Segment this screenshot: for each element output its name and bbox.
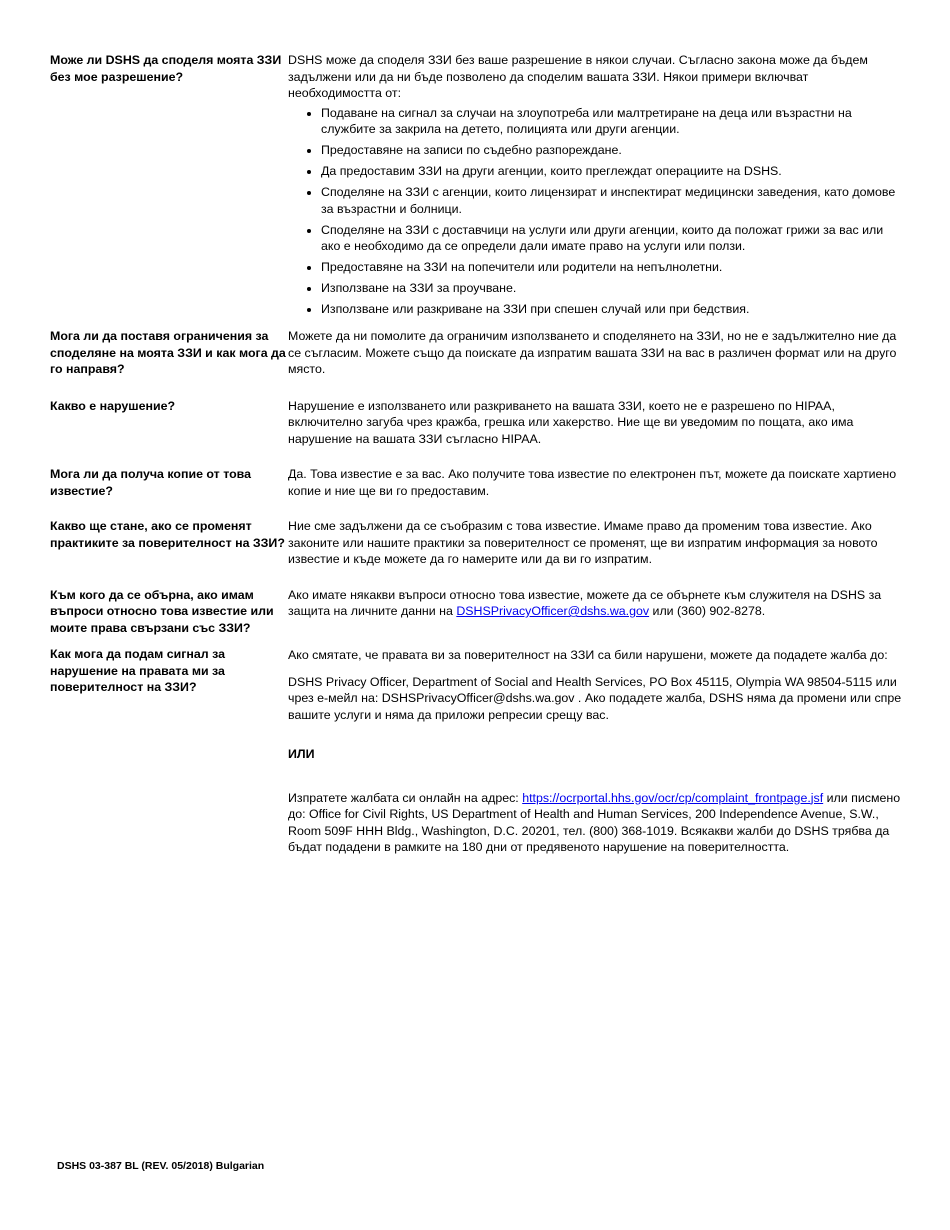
list-item: • Предоставяне на ЗЗИ на попечители или родители на непълнолетни. (321, 259, 905, 276)
section-practice-changes (50, 518, 905, 568)
answer-text: Ние сме задължени да се съобразим с това известие. Имаме право да променим това известие. Ако законите или нашите практики за поверителност се променят, ще ви изпратим информация за новото известие и къде можете да го намерите или да ви го изпратим. (288, 519, 878, 566)
answer-text: Изпратете жалбата си онлайн на адрес: (288, 790, 523, 805)
document-body (50, 52, 905, 856)
privacy-officer-email-link[interactable]: DSHSPrivacyOfficer@dshs.wa.gov (456, 604, 650, 618)
or-separator: ИЛИ (288, 747, 315, 761)
section-complaint (50, 646, 905, 856)
ocr-portal-link[interactable]: https://ocrportal.hhs.gov/ocr/cp/complaint_frontpage.jsf (522, 790, 824, 805)
privacy-officer-address: DSHS Privacy Officer, Department of Social and Health Services, PO Box 45115, Olympia WA 98504-5115 или чрез е-мейл на: DSHSPrivacyOfficer@dshs.wa.gov . Ако подадете жалба, DSHS няма да промени или спре вашите услуги и няма да приложи репресии срещу вас. (288, 674, 902, 722)
section-breach (50, 398, 905, 448)
answer-intro: DSHS може да споделя ЗЗИ без ваше разрешение в някои случаи. Съгласно закона може да бъдем задължени или да ни бъде позволено да споделим вашата ЗЗИ. Някои примери включват необходимостта от: (288, 53, 868, 100)
answer-block (288, 587, 905, 637)
list-item: • Подаване на сигнал за случаи на злоупотреба или малтретиране на деца или възрастни на службите за закрила на детето, полицията или други агенции. (321, 105, 905, 138)
answer-text: Нарушение е използването или разкриването на вашата ЗЗИ, което не е разрешено по HIPAA, включително загуба чрез кражба, грешка или хакерство. Ние ще ви уведомим по пощата, ако има нарушение на вашата ЗЗИ съгласно HIPAA. (288, 398, 854, 446)
question-heading: Към кого да се обърна, ако имам въпроси относно това известие или моите права свързани със ЗЗИ? (50, 587, 274, 635)
answer-text: Можете да ни помолите да ограничим използването и споделянето на ЗЗИ, но не е задължително ние да се съгласим. Можете също да поискате да изпратим вашата ЗЗИ на вас в различен формат или на друго място. (288, 329, 897, 376)
list-item: • Използване или разкриване на ЗЗИ при спешен случай или при бедствия. (321, 301, 905, 318)
question-heading: Какво е нарушение? (50, 398, 176, 413)
answer-block (288, 52, 905, 322)
question-heading: Какво ще стане, ако се променят практиките за поверителност на ЗЗИ? (50, 519, 285, 550)
section-contact (50, 587, 905, 637)
examples-list (288, 105, 905, 318)
form-number-footer: DSHS 03-387 BL (REV. 05/2018) Bulgarian (57, 1160, 265, 1172)
question-heading: Как мога да подам сигнал за нарушение на правата ми за поверителност на ЗЗИ? (50, 647, 226, 694)
answer-block-online (288, 790, 905, 856)
answer-text: Да. Това известие е за вас. Ако получите това известие по електронен път, можете да поискате хартиено копие и ние ще ви го предоставим. (288, 467, 897, 498)
question-heading: Мога ли да получа копие от това известие? (50, 467, 252, 498)
answer-text: Ако смятате, че правата ви за поверителност на ЗЗИ са били нарушени, можете да подадете жалба до: (288, 648, 888, 662)
answer-text: или (360) 902-8278. (649, 604, 766, 618)
section-copy-of-notice (50, 466, 905, 499)
section-share-without-permission (50, 52, 905, 322)
list-item: • Споделяне на ЗЗИ с доставчици на услуги или други агенции, които да положат грижи за вас или ако е необходимо да се определи дали имате право на услуги или ползи. (321, 222, 905, 255)
answer-block (288, 646, 905, 856)
answer-text: Ако имате някакви въпроси относно това известие, можете да се обърнете към служителя на DSHS за защита на личните данни на (288, 587, 882, 618)
question-heading: Може ли DSHS да споделя моята ЗЗИ без мое разрешение? (50, 53, 282, 84)
list-item: • Използване на ЗЗИ за проучване. (321, 280, 905, 297)
question-heading: Мога ли да поставя ограничения за споделяне на моята ЗЗИ и как мога да го направя? (50, 329, 286, 376)
list-item: • Да предоставим ЗЗИ на други агенции, които преглеждат операциите на DSHS. (321, 163, 905, 180)
list-item: • Споделяне на ЗЗИ с агенции, които лицензират и инспектират медицински заведения, като домове за възрастни и болници. (321, 184, 905, 217)
answer-text: или писмено до: Office for Civil Rights, US Department of Health and Human Services, 200 Independence Avenue, S.W., Room 509F HHH Bldg., Washington, D.C. 20201, тел. (800) 368-1019. Всякакви жалби до DSHS трябва да бъдат подадени в рамките на 180 дни от предявеното нарушение на поверителността. (288, 790, 901, 854)
section-restrictions (50, 328, 905, 378)
list-item: • Предоставяне на записи по съдебно разпореждане. (321, 142, 905, 159)
